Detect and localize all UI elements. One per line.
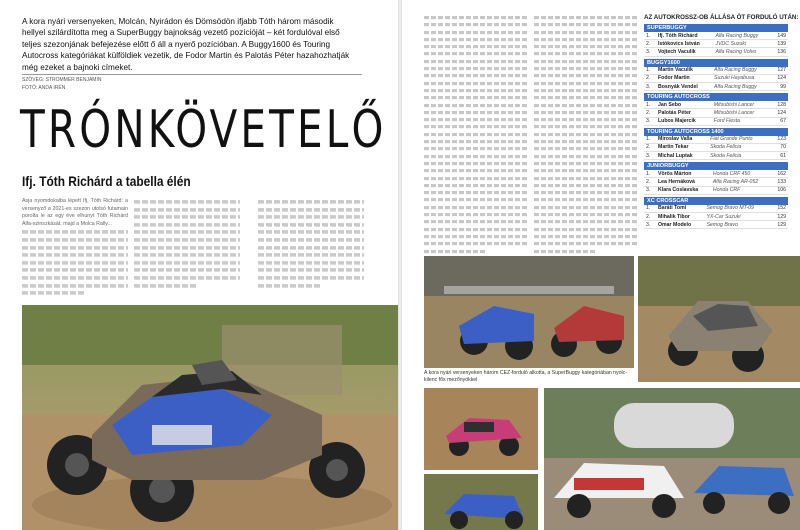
race-photo-2 — [638, 256, 800, 382]
text-line — [424, 31, 528, 34]
text-line — [534, 206, 638, 209]
text-line — [258, 284, 322, 287]
text-line — [424, 220, 528, 223]
table-row — [644, 67, 788, 75]
text-line — [22, 238, 128, 241]
category-header: XC CROSSCAR — [644, 197, 788, 205]
text-line — [258, 208, 364, 211]
text-line — [424, 162, 528, 165]
text-line — [424, 38, 528, 41]
category-table — [644, 67, 788, 92]
photo-caption: A kora nyári versenyeken három CEZ-forduló alkotta, a SuperBuggy kategóriában nyolc-kilenc fős mezőnyökkel — [424, 370, 627, 383]
car-name: Honda CRF 450 — [711, 170, 772, 178]
text-line — [22, 284, 128, 287]
race-photo-1 — [424, 256, 634, 368]
category-header: SUPERBUGGY — [644, 24, 788, 32]
text-line — [424, 52, 528, 55]
text-line — [258, 261, 364, 264]
text-line — [258, 223, 364, 226]
text-line — [534, 67, 638, 70]
text-line — [534, 133, 638, 136]
text-line — [424, 250, 486, 253]
position: 1. — [644, 136, 656, 144]
text-line — [534, 140, 638, 143]
position: 1. — [644, 32, 656, 40]
text-line — [424, 96, 528, 99]
text-line — [534, 38, 638, 41]
text-line — [424, 125, 528, 128]
text-line — [258, 230, 364, 233]
table-row — [644, 143, 788, 151]
text-line — [534, 191, 638, 194]
text-line — [424, 169, 528, 172]
points: 70 — [771, 143, 788, 151]
table-row — [644, 205, 788, 213]
points: 162 — [772, 170, 788, 178]
text-line — [534, 220, 638, 223]
driver-name: Fodor Martin — [656, 74, 712, 82]
driver-name: Michal Luptak — [656, 152, 708, 160]
text-line — [534, 104, 638, 107]
points: 67 — [771, 117, 788, 125]
points: 61 — [771, 152, 788, 160]
race-photo-3 — [424, 388, 538, 470]
text-line — [258, 238, 364, 241]
text-line — [424, 206, 528, 209]
text-line — [134, 200, 240, 203]
points: 139 — [772, 40, 788, 48]
position: 3. — [644, 221, 656, 229]
driver-name: Lea Hernáková — [656, 178, 711, 186]
car-name: Mitsubishi Lancer — [712, 101, 771, 109]
car-name: Semog Bravo — [704, 221, 771, 229]
text-line — [424, 213, 528, 216]
author-credit: SZÖVEG: STROMMER BENJAMIN — [22, 77, 102, 83]
text-line — [534, 96, 638, 99]
text-line — [534, 45, 638, 48]
text-line — [424, 89, 528, 92]
car-name: Skoda Felicia — [708, 143, 771, 151]
category-header: JUNIORBUGGY — [644, 162, 788, 170]
text-line — [534, 147, 638, 150]
points: 106 — [772, 186, 788, 194]
driver-name: Omar Modelo — [656, 221, 704, 229]
text-line — [534, 52, 638, 55]
text-line — [534, 31, 638, 34]
text-line — [424, 235, 528, 238]
points: 133 — [772, 178, 788, 186]
standings-table — [644, 14, 799, 229]
left-page — [0, 0, 398, 530]
table-row — [644, 32, 788, 40]
text-line — [424, 133, 528, 136]
position: 1. — [644, 67, 656, 75]
car-name: Suzuki Hayabusa — [712, 74, 772, 82]
category-table — [644, 136, 788, 161]
text-line — [534, 118, 638, 121]
table-row — [644, 48, 788, 56]
driver-name: Lubos Majercik — [656, 117, 712, 125]
text-line — [534, 213, 638, 216]
driver-name: Ifj. Tóth Richárd — [656, 32, 714, 40]
car-name: Fiat Grande Punto — [708, 136, 771, 144]
text-line — [424, 45, 528, 48]
text-line — [424, 155, 528, 158]
text-line — [534, 23, 638, 26]
car-name: YX-Car Suzuki — [704, 213, 771, 221]
text-line — [134, 284, 198, 287]
text-line — [534, 177, 638, 180]
position: 2. — [644, 109, 656, 117]
driver-name: Mihalik Tibor — [656, 213, 704, 221]
points: 129 — [771, 221, 788, 229]
position: 1. — [644, 205, 656, 213]
race-photo-5 — [544, 388, 800, 530]
position: 3. — [644, 152, 656, 160]
text-line — [424, 147, 528, 150]
driver-name: Martin Vaculík — [656, 67, 712, 75]
text-line — [258, 200, 364, 203]
text-line — [22, 246, 128, 249]
lead-paragraph: A kora nyári versenyeken, Molcán, Nyirádon és Dömsödön ifjabb Tóth három második hellyel szilárdította meg a SuperBuggy bajnokság vezető pozícióját – két fordulóval első teljes szezonjának befejezése előtt ő áll a nyerő pozícióban. A Buggy1600 és Touring Autocross kategóriákat külföldiek vezetik, de Fodor Martin és Palotás Péter hazahozhatják még ezeket a bajnoki címeket. — [22, 17, 350, 72]
text-line — [424, 111, 528, 114]
text-line — [534, 125, 638, 128]
car-name: JVDC Suzuki — [714, 40, 773, 48]
text-line — [134, 268, 240, 271]
race-illustration — [424, 474, 538, 530]
text-line — [424, 74, 528, 77]
race-photo-4 — [424, 474, 538, 530]
body-column-3 — [258, 198, 364, 298]
body-intro: Asja nyomdokaiba lépett Ifj. Tóth Richárd: a versenyző a 2021-es szezon utolsó futamain porolta le az egy éve elhunyt Tóth Richárd Alfa-szinszkását, majd a Molca Rally... — [22, 198, 128, 227]
text-line — [534, 242, 638, 245]
text-line — [534, 198, 638, 201]
text-line — [258, 276, 364, 279]
text-line — [534, 184, 638, 187]
category-table — [644, 32, 788, 57]
text-line — [534, 111, 638, 114]
text-line — [134, 276, 240, 279]
table-row — [644, 74, 788, 82]
text-line — [22, 291, 86, 294]
text-line — [22, 268, 128, 271]
body-column-5 — [534, 14, 638, 272]
driver-name: Klara Coslavska — [656, 186, 711, 194]
text-line — [534, 235, 638, 238]
text-line — [534, 250, 596, 253]
text-line — [22, 253, 128, 256]
text-line — [22, 230, 128, 233]
text-line — [424, 140, 528, 143]
table-row — [644, 136, 788, 144]
points: 128 — [771, 101, 788, 109]
body-column-2 — [134, 198, 240, 298]
table-row — [644, 152, 788, 160]
car-name: Alfa Racing AR-052 — [711, 178, 772, 186]
points: 149 — [772, 32, 788, 40]
position: 2. — [644, 143, 656, 151]
text-line — [424, 82, 528, 85]
car-name: Ford Fiesta — [712, 117, 771, 125]
text-line — [424, 228, 528, 231]
points: 136 — [772, 48, 788, 56]
text-line — [534, 155, 638, 158]
text-line — [134, 253, 240, 256]
subhead: Ifj. Tóth Richárd a tabella élén — [22, 173, 191, 189]
credits-divider — [22, 74, 362, 75]
text-line — [424, 198, 528, 201]
credits — [22, 77, 101, 92]
text-line — [424, 104, 528, 107]
car-name: Alfa Racing Buggy — [712, 82, 772, 90]
points: 123 — [771, 136, 788, 144]
text-line — [134, 261, 240, 264]
text-line — [258, 246, 364, 249]
driver-name: Istókovics István — [656, 40, 714, 48]
points: 99 — [772, 82, 788, 90]
points: 127 — [772, 67, 788, 75]
driver-name: Baráti Tomi — [656, 205, 704, 213]
race-illustration — [544, 388, 800, 530]
position: 2. — [644, 40, 656, 48]
text-line — [534, 169, 638, 172]
text-line — [134, 223, 240, 226]
text-line — [424, 177, 528, 180]
points: 129 — [771, 213, 788, 221]
photo-credit: FOTÓ: ANDA IRÉN — [22, 84, 66, 91]
race-illustration — [638, 256, 800, 382]
text-line — [534, 16, 638, 19]
car-name: Alfa Racing Buggy — [714, 32, 773, 40]
driver-name: Palotás Péter — [656, 109, 712, 117]
car-name: Skoda Felicia — [708, 152, 771, 160]
right-page — [402, 0, 800, 530]
text-line — [534, 60, 638, 63]
car-name: Mitsubishi Lancer — [712, 109, 771, 117]
points: 124 — [772, 74, 788, 82]
table-row — [644, 213, 788, 221]
category-table — [644, 205, 788, 230]
driver-name: Martin Tekar — [656, 143, 708, 151]
position: 2. — [644, 178, 656, 186]
text-line — [424, 242, 528, 245]
race-illustration — [424, 256, 634, 368]
text-line — [134, 208, 240, 211]
text-line — [424, 67, 528, 70]
text-line — [258, 268, 364, 271]
car-name: Honda CRF — [711, 186, 772, 194]
text-line — [424, 60, 528, 63]
buggy-illustration — [22, 305, 398, 530]
text-line — [22, 261, 128, 264]
body-column-1 — [22, 198, 128, 298]
text-line — [534, 228, 638, 231]
text-line — [22, 276, 128, 279]
category-header: BUGGY1600 — [644, 59, 788, 67]
text-line — [534, 74, 638, 77]
category-table — [644, 170, 788, 195]
standings-title: AZ AUTOKROSSZ-OB ÁLLÁSA ÖT FORDULÓ UTÁN: — [644, 14, 799, 21]
position: 3. — [644, 48, 656, 56]
car-name: Semog Bravo MT-09 — [704, 205, 771, 213]
text-line — [258, 215, 364, 218]
text-line — [534, 89, 638, 92]
category-header: TOURING AUTOCROSS 1400 — [644, 128, 788, 136]
text-line — [134, 246, 240, 249]
table-row — [644, 186, 788, 194]
position: 3. — [644, 186, 656, 194]
table-row — [644, 178, 788, 186]
table-row — [644, 117, 788, 125]
text-line — [534, 162, 638, 165]
category-table — [644, 101, 788, 126]
text-line — [134, 230, 240, 233]
category-header: TOURING AUTOCROSS — [644, 93, 788, 101]
race-illustration — [424, 388, 538, 470]
car-name: Alfa Racing Volvo — [714, 48, 773, 56]
car-name: Alfa Racing Buggy — [712, 67, 772, 75]
text-line — [424, 191, 528, 194]
text-line — [134, 238, 240, 241]
table-row — [644, 40, 788, 48]
text-line — [424, 23, 528, 26]
position: 3. — [644, 82, 656, 90]
body-column-4 — [424, 14, 528, 272]
text-line — [424, 16, 528, 19]
position: 1. — [644, 170, 656, 178]
driver-name: Jan Sebo — [656, 101, 712, 109]
driver-name: Vörös Márton — [656, 170, 711, 178]
table-row — [644, 109, 788, 117]
driver-name: Miroslav Valla — [656, 136, 708, 144]
driver-name: Vojtech Vaculík — [656, 48, 714, 56]
table-row — [644, 170, 788, 178]
text-line — [534, 82, 638, 85]
buggy-photo — [22, 305, 398, 530]
position: 3. — [644, 117, 656, 125]
text-line — [424, 184, 528, 187]
table-row — [644, 82, 788, 90]
position: 1. — [644, 101, 656, 109]
text-line — [258, 253, 364, 256]
driver-name: Bosnyák Vendel — [656, 82, 712, 90]
position: 2. — [644, 213, 656, 221]
text-line — [424, 118, 528, 121]
table-row — [644, 101, 788, 109]
points: 152 — [771, 205, 788, 213]
text-line — [134, 215, 240, 218]
position: 2. — [644, 74, 656, 82]
headline: TRÓNKÖVETELŐ — [20, 100, 387, 160]
table-row — [644, 221, 788, 229]
points: 124 — [771, 109, 788, 117]
